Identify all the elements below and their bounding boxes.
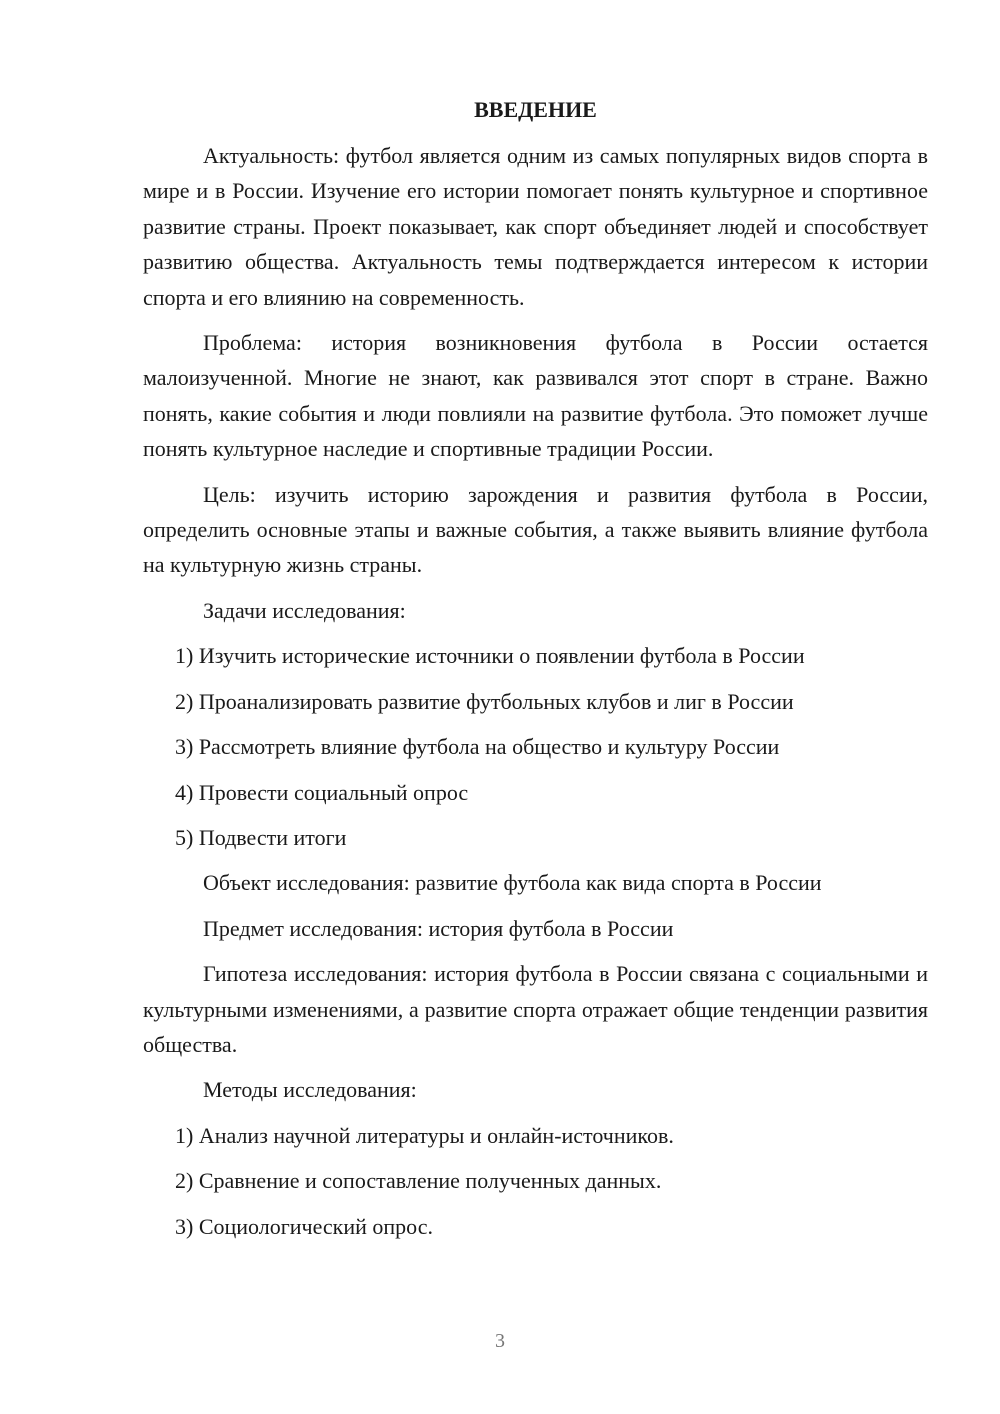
- page-number: 3: [495, 1330, 505, 1352]
- research-object: Объект исследования: развитие футбола как вида спорта в России: [203, 870, 822, 896]
- method-item-3: 3) Социологический опрос.: [175, 1213, 433, 1239]
- task-item-4: 4) Провести социальный опрос: [175, 779, 469, 805]
- tasks-heading: Задачи исследования:: [203, 597, 406, 623]
- task-item-2: 2) Проанализировать развитие футбольных клубов и лиг в России: [175, 688, 794, 714]
- task-item-1: 1) Изучить исторические источники о появлении футбола в России: [175, 643, 805, 669]
- problem-paragraph: Проблема: история возникновения футбола в России остается малоизученной. Многие не знают, как развивался этот спорт в стране. Важно понять, какие события и люди повлияли на развитие футбола. Это поможет лучше понять культурное наследие и спортивные традиции России.: [143, 330, 928, 462]
- task-item-5: 5) Подвести итоги: [175, 824, 347, 850]
- relevance-paragraph: Актуальность: футбол является одним из самых популярных видов спорта в мире и в России. Изучение его истории помогает понять культурное и спортивное развитие страны. Проект показывает, как спорт объединяет людей и способствует развитию общества. Актуальность темы подтверждается интересом к истории спорта и его влиянию на современность.: [143, 143, 928, 310]
- methods-heading: Методы исследования:: [203, 1077, 417, 1103]
- hypothesis-paragraph: Гипотеза исследования: история футбола в России связана с социальными и культурными изменениями, а развитие спорта отражает общие тенденции развития общества.: [143, 961, 928, 1057]
- goal-paragraph: Цель: изучить историю зарождения и развития футбола в России, определить основные этапы и важные события, а также выявить влияние футбола на культурную жизнь страны.: [143, 481, 928, 578]
- research-subject: Предмет исследования: история футбола в России: [203, 915, 674, 941]
- document-page: [143, 92, 928, 1254]
- method-item-1: 1) Анализ научной литературы и онлайн-источников.: [175, 1122, 674, 1148]
- method-item-2: 2) Сравнение и сопоставление полученных данных.: [175, 1168, 662, 1194]
- task-item-3: 3) Рассмотреть влияние футбола на общество и культуру России: [175, 734, 780, 760]
- page-title: ВВЕДЕНИЕ: [474, 97, 597, 122]
